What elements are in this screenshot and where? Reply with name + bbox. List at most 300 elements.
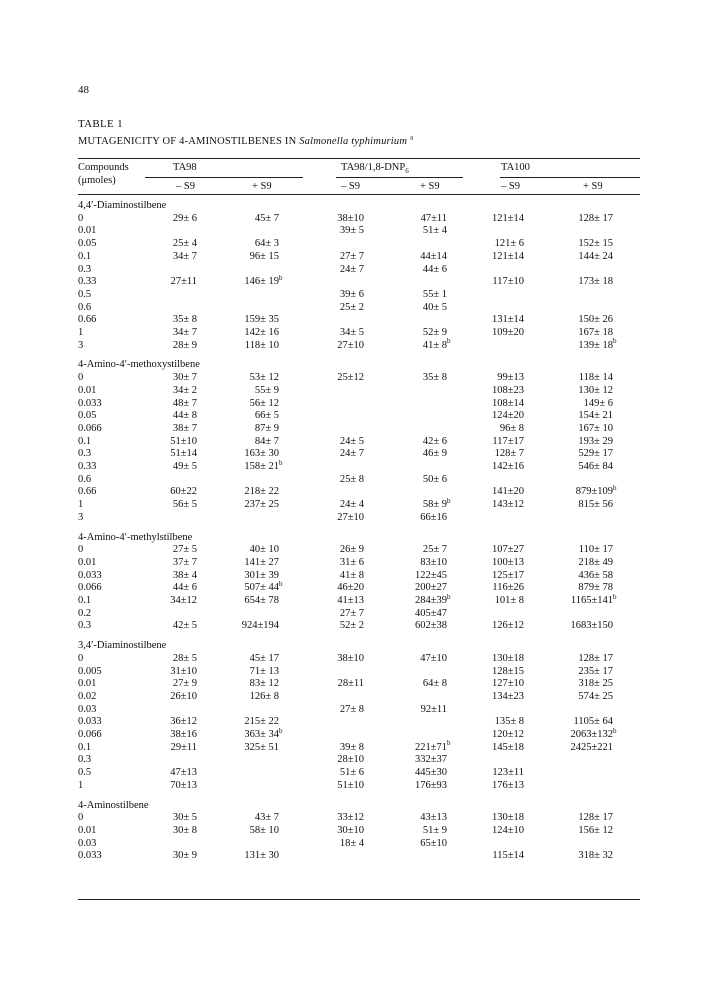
- value-text: 128±15: [491, 665, 524, 677]
- value-text: 815± 56: [578, 499, 613, 511]
- value-cell: [415, 620, 454, 631]
- value-text: 130±18: [491, 652, 524, 664]
- dose-cell: 0.05: [78, 238, 97, 250]
- value-cell: [173, 372, 204, 383]
- value-text: 51± 4: [422, 225, 447, 237]
- value-cell: [250, 544, 286, 555]
- dose-cell: 1: [78, 779, 84, 791]
- value-cell: [173, 544, 204, 555]
- value-cell: [250, 666, 286, 677]
- value-text: 325± 51: [244, 741, 279, 753]
- value-cell: [578, 213, 620, 224]
- table-caption: [78, 133, 414, 147]
- value-text: 176±13: [491, 779, 524, 791]
- value-cell: [578, 850, 620, 861]
- value-cell: [578, 276, 620, 287]
- table-row: [0, 213, 720, 226]
- value-cell: [340, 264, 371, 275]
- value-text: 56± 5: [172, 499, 197, 511]
- value-cell: [337, 754, 371, 765]
- value-cell: [423, 436, 454, 447]
- dose-cell: 0.6: [78, 301, 92, 313]
- value-text: 41± 8: [422, 339, 447, 351]
- value-text: 156± 12: [578, 824, 613, 836]
- value-cell: [173, 314, 204, 325]
- table-row: [0, 385, 720, 398]
- header-ta98-minus-s9: – S9: [176, 181, 195, 192]
- table-row: [0, 691, 720, 704]
- value-text: 38±10: [337, 652, 364, 664]
- value-cell: $1165\pm 141^b$: [570, 592, 617, 606]
- value-cell: [420, 251, 454, 262]
- value-cell: [173, 251, 204, 262]
- value-text: 122±45: [414, 569, 447, 581]
- dose-cell: 0.03: [78, 703, 97, 715]
- value-text: 143±12: [491, 499, 524, 511]
- value-text: 52± 2: [339, 620, 364, 632]
- value-cell: [421, 704, 454, 715]
- value-text: 38±16: [170, 729, 197, 740]
- value-cell: [578, 653, 620, 664]
- caption-footnote-mark: a: [409, 133, 414, 142]
- table-row: [0, 264, 720, 277]
- value-cell: [492, 825, 531, 836]
- value-cell: [250, 398, 286, 409]
- table-row: [0, 372, 720, 385]
- value-cell: $58\pm 9^b$: [422, 496, 451, 511]
- value-cell: [423, 474, 454, 485]
- value-text: 131± 30: [244, 850, 279, 862]
- value-cell: [255, 410, 286, 421]
- value-text: 130±18: [491, 812, 524, 824]
- value-cell: [578, 251, 620, 262]
- value-cell: [340, 448, 371, 459]
- value-cell: [423, 264, 454, 275]
- value-cell: [255, 812, 286, 823]
- value-text: 29±11: [170, 741, 197, 753]
- value-text: 125±17: [491, 569, 524, 581]
- value-cell: [173, 340, 204, 351]
- header-dnp-plus-s9: + S9: [420, 181, 440, 192]
- value-text: 163± 30: [244, 448, 279, 460]
- value-text: 47±13: [170, 767, 197, 779]
- value-cell: [340, 289, 371, 300]
- dose-cell: 0.1: [78, 741, 92, 753]
- value-text: 33±12: [337, 812, 364, 824]
- table-row: [0, 704, 720, 717]
- value-text: 46±20: [337, 582, 364, 594]
- table-row: [0, 579, 720, 595]
- value-cell: [340, 474, 371, 485]
- dose-cell: 0.01: [78, 225, 97, 237]
- dose-cell: 0.033: [78, 716, 102, 728]
- value-text: 96± 8: [499, 422, 524, 434]
- value-text: 139± 18: [578, 339, 613, 351]
- value-cell: [173, 582, 204, 593]
- value-text: 116±26: [492, 582, 524, 594]
- value-text: 124±10: [491, 824, 524, 836]
- dose-cell: 1: [78, 499, 84, 511]
- value-text: 44± 6: [172, 582, 197, 594]
- value-text: 25±12: [337, 372, 364, 384]
- value-text: 42± 6: [422, 435, 447, 447]
- value-text: 142±16: [491, 461, 524, 472]
- value-text: 445±30: [414, 767, 447, 779]
- value-cell: [578, 385, 620, 396]
- value-cell: [497, 372, 531, 383]
- value-cell: [171, 276, 204, 287]
- value-cell: [420, 838, 454, 849]
- value-text: 18± 4: [339, 837, 364, 849]
- value-text: 193± 29: [578, 435, 613, 447]
- dose-cell: 0.066: [78, 422, 102, 434]
- value-text: 24± 4: [339, 499, 364, 511]
- value-text: 154± 21: [578, 410, 613, 422]
- value-cell: [242, 620, 286, 631]
- value-text: 301± 39: [244, 569, 279, 581]
- page-number: 48: [78, 84, 89, 96]
- table-row: [0, 620, 720, 633]
- value-cell: [173, 398, 204, 409]
- dose-cell: 0: [78, 212, 84, 224]
- value-cell: [492, 436, 531, 447]
- table-row: [0, 678, 720, 691]
- table-row: [0, 423, 720, 436]
- value-cell: [492, 742, 531, 753]
- value-text: 2063±132: [570, 729, 613, 740]
- value-cell: [170, 780, 204, 791]
- value-cell: [492, 678, 531, 689]
- value-text: 924±194: [241, 620, 279, 632]
- value-cell: [578, 582, 620, 593]
- value-text: 128± 17: [578, 812, 613, 824]
- table-row: [0, 496, 720, 512]
- value-cell: [492, 410, 531, 421]
- value-text: 118± 14: [578, 372, 613, 384]
- value-cell: [500, 423, 531, 434]
- value-text: 27±11: [170, 276, 197, 288]
- value-text: 38± 4: [172, 569, 197, 581]
- value-text: 39± 8: [339, 741, 364, 753]
- value-text: 318± 25: [578, 678, 613, 690]
- table-row: [0, 557, 720, 570]
- dose-cell: 0.005: [78, 665, 102, 677]
- value-text: 30± 8: [172, 824, 197, 836]
- value-cell: [492, 327, 531, 338]
- dose-cell: 0.01: [78, 678, 97, 690]
- value-text: 176±93: [414, 779, 447, 791]
- value-cell: [244, 499, 286, 510]
- value-text: 25± 8: [339, 473, 364, 485]
- value-cell: [170, 448, 204, 459]
- value-cell: [495, 716, 531, 727]
- value-cell: [173, 825, 204, 836]
- value-cell: [578, 410, 620, 421]
- dose-cell: 0.3: [78, 754, 92, 766]
- value-text: 118± 10: [244, 339, 279, 351]
- value-cell: [173, 213, 204, 224]
- value-cell: $879\pm 109^b$: [575, 483, 617, 498]
- value-cell: [420, 557, 454, 568]
- value-cell: [340, 767, 371, 778]
- value-cell: [340, 608, 371, 619]
- value-text: 149± 6: [583, 397, 613, 409]
- value-text: 124±20: [491, 410, 524, 422]
- value-text: 66±16: [420, 511, 447, 523]
- value-cell: [423, 302, 454, 313]
- value-text: 49± 5: [172, 461, 197, 472]
- value-text: 47±11: [420, 212, 447, 224]
- dose-cell: 0.01: [78, 556, 97, 568]
- table-row: [0, 512, 720, 525]
- value-text: 27± 8: [339, 703, 364, 715]
- value-cell: [337, 780, 371, 791]
- header-compounds: Compounds: [78, 162, 129, 173]
- header-ta98-dnp-text: TA98/1,8-DNP: [341, 162, 406, 173]
- value-cell: [244, 716, 286, 727]
- dose-cell: 0.2: [78, 607, 92, 619]
- value-cell: [255, 423, 286, 434]
- value-cell: [255, 238, 286, 249]
- value-text: 51± 9: [422, 824, 447, 836]
- value-cell: [492, 499, 531, 510]
- table-row: [0, 739, 720, 755]
- value-cell: [492, 780, 531, 791]
- header-ta100-minus-s9: – S9: [501, 181, 520, 192]
- value-text: 159± 35: [244, 314, 279, 326]
- dose-cell: 0.6: [78, 473, 92, 485]
- value-cell: [170, 436, 204, 447]
- dose-cell: 3: [78, 339, 84, 351]
- dose-cell: 0.1: [78, 435, 92, 447]
- value-text: 51±10: [170, 435, 197, 447]
- header-bottom-rule: [78, 194, 640, 195]
- value-cell: $41\pm 8^b$: [422, 337, 451, 351]
- value-text: 128± 17: [578, 212, 613, 224]
- value-text: 34±12: [170, 595, 197, 606]
- value-cell: [337, 653, 371, 664]
- value-text: 41± 8: [339, 569, 364, 581]
- value-text: 55± 9: [254, 384, 279, 396]
- value-text: 200±27: [414, 582, 447, 594]
- value-text: 31± 6: [339, 556, 364, 568]
- value-text: 47±10: [420, 652, 447, 664]
- value-cell: [337, 512, 371, 523]
- value-cell: [173, 238, 204, 249]
- value-text: 48± 7: [172, 397, 197, 409]
- dose-cell: 0.3: [78, 448, 92, 460]
- value-text: 50± 6: [422, 473, 447, 485]
- value-text: 64± 8: [422, 678, 447, 690]
- value-text: 26±10: [170, 690, 197, 702]
- dose-cell: 0.01: [78, 824, 97, 836]
- value-cell: [492, 812, 531, 823]
- value-cell: [244, 557, 286, 568]
- value-text: 126± 8: [249, 690, 279, 702]
- table-row: [0, 458, 720, 474]
- value-cell: [173, 410, 204, 421]
- table-row: [0, 780, 720, 793]
- value-text: 65±10: [420, 837, 447, 849]
- value-cell: [492, 385, 531, 396]
- value-cell: [173, 557, 204, 568]
- value-text: 84± 7: [254, 435, 279, 447]
- value-text: 332±37: [414, 754, 447, 766]
- value-text: 60±22: [170, 486, 197, 498]
- value-text: 66± 5: [254, 410, 279, 422]
- value-cell: [173, 385, 204, 396]
- value-text: 96± 15: [249, 250, 279, 262]
- dose-cell: 0: [78, 544, 84, 556]
- value-cell: [173, 850, 204, 861]
- value-text: 167± 18: [578, 327, 613, 338]
- table-row: [0, 238, 720, 251]
- dose-cell: 0.3: [78, 263, 92, 275]
- value-text: 602±38: [414, 620, 447, 632]
- value-text: 40± 10: [249, 544, 279, 556]
- value-text: 436± 58: [578, 569, 613, 581]
- ta98-group-rule: [145, 177, 303, 178]
- value-cell: [244, 327, 286, 338]
- table-row: [0, 327, 720, 340]
- value-text: 108±23: [491, 384, 524, 396]
- value-text: 574± 25: [578, 690, 613, 702]
- value-cell: [578, 557, 620, 568]
- value-cell: [415, 767, 454, 778]
- header-ta98-dnp-subscript: 6: [405, 167, 409, 176]
- value-cell: [173, 461, 204, 472]
- dose-cell: 0.1: [78, 595, 92, 606]
- value-cell: [578, 314, 620, 325]
- value-cell: [578, 436, 620, 447]
- table-row: [0, 436, 720, 449]
- value-text: 142± 16: [244, 327, 279, 338]
- dose-cell: 0.5: [78, 767, 92, 779]
- value-text: 46± 9: [422, 448, 447, 460]
- value-text: 34± 7: [172, 250, 197, 262]
- value-cell: $507\pm 44^b$: [244, 579, 283, 594]
- value-text: 39± 5: [339, 225, 364, 237]
- dose-cell: 0.33: [78, 276, 97, 288]
- value-cell: [492, 666, 531, 677]
- ta100-group-rule: [500, 177, 640, 178]
- dose-cell: 0.5: [78, 288, 92, 300]
- value-text: 173± 18: [578, 276, 613, 288]
- value-text: 53± 12: [249, 372, 279, 384]
- value-text: 34± 5: [339, 327, 364, 338]
- value-text: 38± 7: [172, 422, 197, 434]
- value-cell: [578, 499, 620, 510]
- value-text: 879± 78: [578, 582, 613, 594]
- value-text: 654± 78: [244, 595, 279, 606]
- value-cell: [492, 251, 531, 262]
- table-label: TABLE 1: [78, 118, 123, 130]
- value-text: 879±109: [575, 486, 613, 498]
- value-text: 1683±150: [570, 620, 613, 632]
- value-cell: [423, 544, 454, 555]
- value-cell: [492, 314, 531, 325]
- value-cell: [173, 423, 204, 434]
- value-cell: [423, 289, 454, 300]
- value-cell: [340, 499, 371, 510]
- value-text: 51±10: [337, 779, 364, 791]
- value-text: 218± 22: [244, 486, 279, 498]
- value-text: 120±12: [491, 729, 524, 740]
- value-cell: [340, 327, 371, 338]
- value-cell: [340, 570, 371, 581]
- table-row: [0, 812, 720, 825]
- value-cell: [170, 486, 204, 497]
- table-row: [0, 716, 720, 729]
- value-cell: [170, 767, 204, 778]
- table-row: [0, 666, 720, 679]
- ta98-dnp-group-rule: [336, 177, 463, 178]
- value-cell: [578, 691, 620, 702]
- value-cell: [578, 238, 620, 249]
- value-text: 167± 10: [578, 422, 613, 434]
- value-text: 92±11: [420, 703, 447, 715]
- header-units: (μmoles): [78, 175, 116, 186]
- header-ta100-plus-s9: + S9: [583, 181, 603, 192]
- value-text: 35± 8: [172, 314, 197, 326]
- value-text: 35± 8: [422, 372, 447, 384]
- value-cell: [492, 276, 531, 287]
- value-text: 27±10: [337, 339, 364, 351]
- value-text: 128± 17: [578, 652, 613, 664]
- value-text: 284±39: [414, 595, 447, 606]
- table-row: [0, 448, 720, 461]
- value-text: 24± 7: [339, 263, 364, 275]
- value-cell: [244, 742, 286, 753]
- dose-cell: 0: [78, 812, 84, 824]
- value-text: 141±20: [491, 486, 524, 498]
- value-text: 28±11: [337, 678, 364, 690]
- value-text: 30±10: [337, 824, 364, 836]
- value-text: 43± 7: [254, 812, 279, 824]
- header-ta100: TA100: [501, 162, 530, 173]
- value-text: 1165±141: [570, 595, 613, 606]
- value-text: 36±12: [170, 716, 197, 728]
- value-cell: [579, 372, 620, 383]
- dose-cell: 0.066: [78, 582, 102, 594]
- dose-cell: 0.033: [78, 850, 102, 862]
- value-text: 237± 25: [244, 499, 279, 511]
- value-cell: [250, 678, 286, 689]
- value-cell: [250, 372, 286, 383]
- value-text: 28± 5: [172, 652, 197, 664]
- table-row: [0, 592, 720, 608]
- value-cell: [340, 544, 371, 555]
- value-text: 26± 9: [339, 544, 364, 556]
- value-cell: [245, 340, 286, 351]
- value-cell: [173, 327, 204, 338]
- value-cell: [492, 398, 531, 409]
- table-row: [0, 850, 720, 863]
- value-text: 87± 9: [254, 422, 279, 434]
- value-text: 145±18: [491, 741, 524, 753]
- value-cell: [173, 653, 204, 664]
- dose-cell: 0.66: [78, 486, 97, 498]
- value-cell: [423, 372, 454, 383]
- value-cell: [173, 678, 204, 689]
- table-row: [0, 483, 720, 499]
- value-cell: [492, 486, 531, 497]
- value-text: 546± 84: [578, 461, 613, 472]
- dose-cell: 0.033: [78, 397, 102, 409]
- value-text: 27± 7: [339, 250, 364, 262]
- dose-cell: 0.03: [78, 837, 97, 849]
- value-text: 29± 6: [172, 212, 197, 224]
